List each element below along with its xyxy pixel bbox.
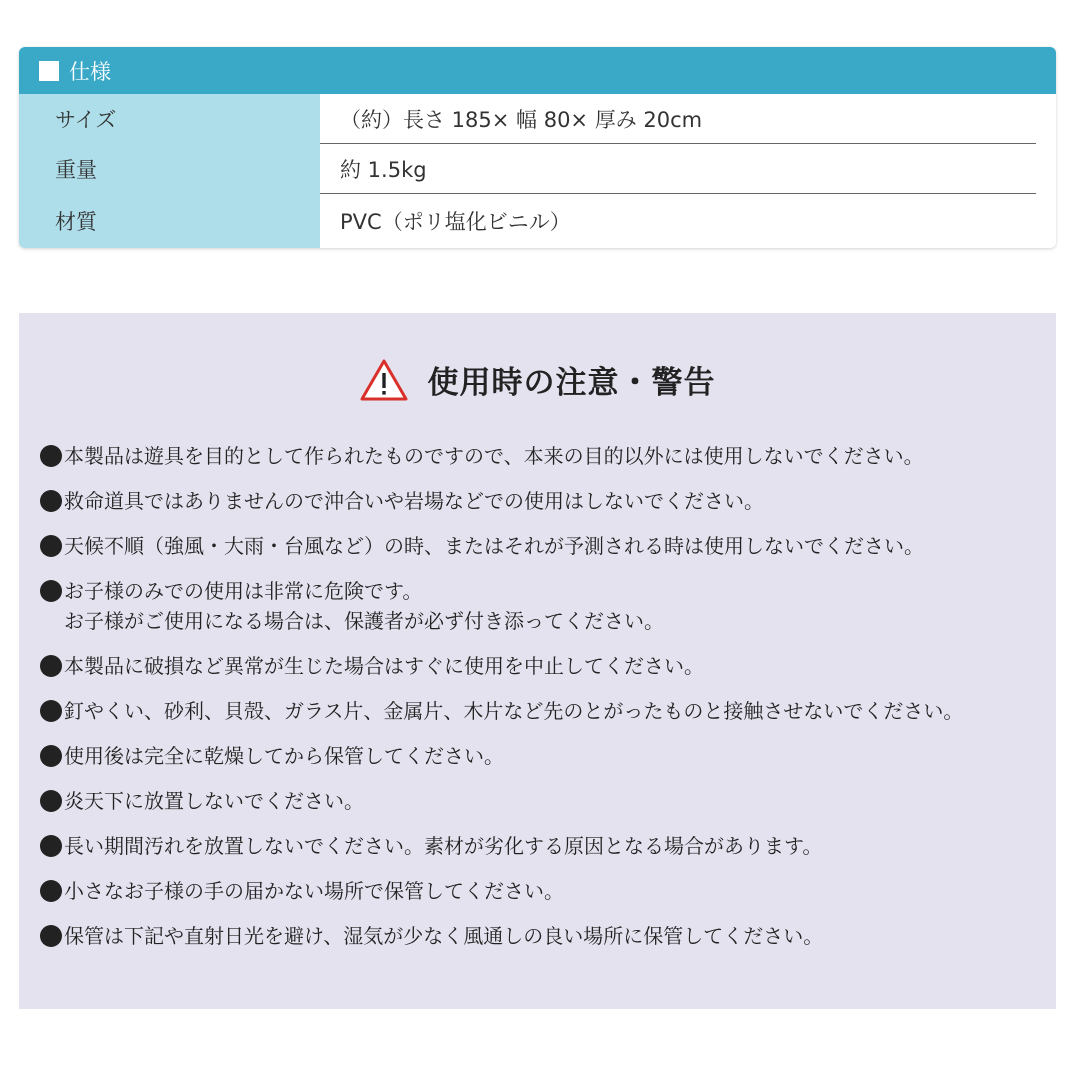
spec-value: 約 1.5kg [320,144,1036,194]
list-item [40,441,1050,471]
warning-triangle-icon [360,358,408,402]
warning-text: 救命道具ではありませんので沖合いや岩場などでの使用はしないでください。 [64,489,764,513]
warning-list [40,441,1050,966]
bullet-icon [40,745,62,767]
bullet-icon [40,790,62,812]
bullet-icon [40,835,62,857]
list-item [40,576,1050,636]
square-icon [39,61,59,81]
spec-table [19,47,1056,248]
bullet-icon [40,580,62,602]
list-item [40,531,1050,561]
warning-text: 本製品は遊具を目的として作られたものですので、本来の目的以外には使用しないでください。 [64,444,924,468]
spec-row-size [19,94,1056,144]
spec-row-weight [19,144,1056,194]
bullet-icon [40,490,62,512]
warning-text: 釘やくい、砂利、貝殻、ガラス片、金属片、木片など先のとがったものと接触させないでください。 [64,699,964,723]
warning-title: 使用時の注意・警告 [427,365,716,401]
bullet-icon [40,535,62,557]
spec-row-material [19,194,1056,248]
warning-text: 天候不順（強風・大雨・台風など）の時、またはそれが予測される時は使用しないでください。 [64,534,924,558]
spec-label: 材質 [19,194,320,248]
bullet-icon [40,655,62,677]
spec-header [19,47,1056,94]
bullet-icon [40,700,62,722]
list-item [40,696,1050,726]
warning-text: 長い期間汚れを放置しないでください。素材が劣化する原因となる場合があります。 [64,834,823,858]
warning-text: 保管は下記や直射日光を避け、湿気が少なく風通しの良い場所に保管してください。 [64,924,824,948]
list-item [40,741,1050,771]
list-item [40,831,1050,861]
spec-title: 仕様 [69,59,111,84]
spec-value: PVC（ポリ塩化ビニル） [340,210,571,234]
warning-text: 小さなお子様の手の届かない場所で保管してください。 [64,879,564,903]
bullet-icon [40,445,62,467]
warning-text: 炎天下に放置しないでください。 [64,789,364,813]
bullet-icon [40,925,62,947]
warning-panel [19,313,1056,1009]
list-item [40,876,1050,906]
list-item [40,486,1050,516]
warning-text: 本製品に破損など異常が生じた場合はすぐに使用を中止してください。 [64,654,704,678]
list-item [40,786,1050,816]
warning-text: お子様のみでの使用は非常に危険です。 [64,579,423,603]
list-item [40,651,1050,681]
spec-label: サイズ [19,94,320,144]
spec-value: （約）長さ 185× 幅 80× 厚み 20cm [320,94,1036,144]
warning-text: 使用後は完全に乾燥してから保管してください。 [64,744,504,768]
spec-label: 重量 [19,144,320,194]
warning-text-continued: お子様がご使用になる場合は、保護者が必ず付き添ってください。 [64,609,664,633]
bullet-icon [40,880,62,902]
warning-heading [19,357,1056,402]
list-item [40,921,1050,951]
